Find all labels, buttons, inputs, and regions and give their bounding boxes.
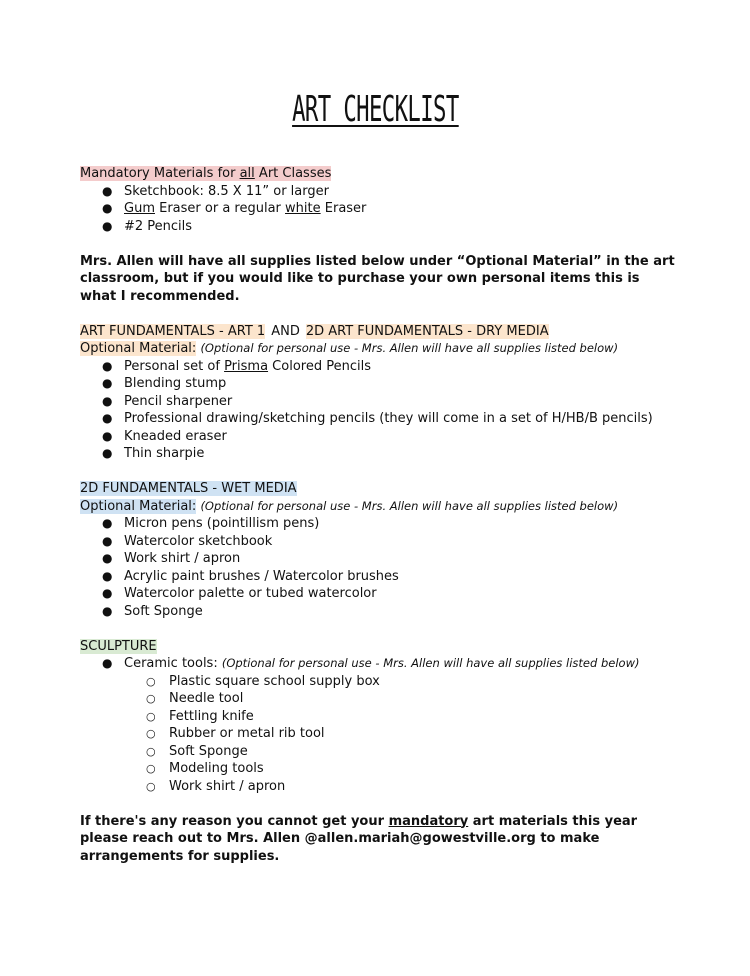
circle-bullet-icon: ○: [146, 779, 156, 793]
list-item: ○ Modeling tools: [146, 761, 264, 776]
circle-bullet-icon: ○: [146, 674, 156, 688]
list-item: ● Personal set of Prisma Colored Pencils: [102, 358, 371, 374]
page-title: [0, 88, 750, 132]
list-item: ○ Needle tool: [146, 691, 244, 706]
bullet-icon: ●: [102, 603, 113, 618]
list-item: ● Soft Sponge: [102, 603, 203, 619]
notice-paragraph: Mrs. Allen will have all supplies listed below under “Optional Material” in the art classroom, but if you would like to purchase your own personal items this is what I recommended.: [80, 253, 675, 304]
dry-media-heading: ART FUNDAMENTALS - ART 1 AND 2D ART FUNDAMENTALS - DRY MEDIA: [80, 323, 549, 339]
list-item: ○ Plastic square school supply box: [146, 673, 380, 689]
list-item: ● Ceramic tools: (Optional for personal use - Mrs. Allen will have all supplies listed below): [102, 656, 640, 671]
circle-bullet-icon: ○: [146, 692, 156, 705]
list-item: ● Gum Eraser or a regular white Eraser: [102, 201, 367, 216]
list-item: ● Watercolor palette or tubed watercolor: [102, 586, 377, 601]
bullet-icon: ●: [102, 218, 113, 233]
bullet-icon: ●: [102, 656, 113, 670]
bullet-icon: ●: [102, 568, 113, 583]
bullet-icon: ●: [102, 446, 113, 460]
bullet-icon: ●: [102, 586, 113, 600]
title-text: ART CHECKLIST: [291, 89, 459, 130]
list-item: ● Kneaded eraser: [102, 428, 227, 444]
list-item: ● Micron pens (pointillism pens): [102, 516, 320, 531]
list-item: ● Blending stump: [102, 376, 227, 391]
dry-optional-line: Optional Material: (Optional for personal use - Mrs. Allen will have all supplies listed below): [80, 341, 619, 356]
wet-media-list: [80, 515, 680, 620]
list-item: ● Sketchbook: 8.5 X 11” or larger: [102, 183, 329, 199]
wet-media-heading: 2D FUNDAMENTALS - WET MEDIA: [80, 481, 297, 496]
sculpture-heading: SCULPTURE: [80, 638, 157, 654]
list-item: ○ Rubber or metal rib tool: [146, 726, 325, 741]
list-item: ● Pencil sharpener: [102, 393, 233, 409]
bullet-icon: ●: [102, 428, 113, 443]
bullet-icon: ●: [102, 393, 113, 408]
list-item: ○ Soft Sponge: [146, 743, 248, 759]
list-item: ● Thin sharpie: [102, 446, 205, 461]
list-item: ● Acrylic paint brushes / Watercolor brushes: [102, 568, 399, 584]
circle-bullet-icon: ○: [146, 709, 156, 723]
list-item: ○ Work shirt / apron: [146, 778, 286, 794]
bullet-icon: ●: [102, 201, 113, 215]
document-body: [80, 165, 680, 865]
sculpture-sub-list: [80, 673, 680, 796]
footer-paragraph: If there's any reason you cannot get your mandatory art materials this year please reach out to Mrs. Allen @allen.mariah@gowestville.org to make arrangements for supplies.: [80, 813, 638, 864]
mandatory-list: [80, 183, 680, 236]
bullet-icon: ●: [102, 411, 113, 425]
circle-bullet-icon: ○: [146, 744, 156, 758]
list-item: ● #2 Pencils: [102, 218, 193, 234]
bullet-icon: ●: [102, 358, 113, 373]
mandatory-heading: Mandatory Materials for all Art Classes: [80, 166, 332, 181]
bullet-icon: ●: [102, 376, 113, 390]
bullet-icon: ●: [102, 183, 113, 198]
dry-media-list: [80, 358, 680, 463]
wet-optional-line: Optional Material: (Optional for personal use - Mrs. Allen will have all supplies listed below): [80, 498, 619, 514]
bullet-icon: ●: [102, 551, 113, 565]
list-item: ● Work shirt / apron: [102, 551, 241, 566]
bullet-icon: ●: [102, 516, 113, 530]
bullet-icon: ●: [102, 533, 113, 548]
list-item: ○ Fettling knife: [146, 708, 254, 724]
list-item: ● Watercolor sketchbook: [102, 533, 273, 549]
sculpture-list: [80, 655, 680, 673]
circle-bullet-icon: ○: [146, 762, 156, 775]
list-item: ● Professional drawing/sketching pencils (they will come in a set of H/HB/B pencils): [102, 411, 653, 426]
circle-bullet-icon: ○: [146, 727, 156, 740]
